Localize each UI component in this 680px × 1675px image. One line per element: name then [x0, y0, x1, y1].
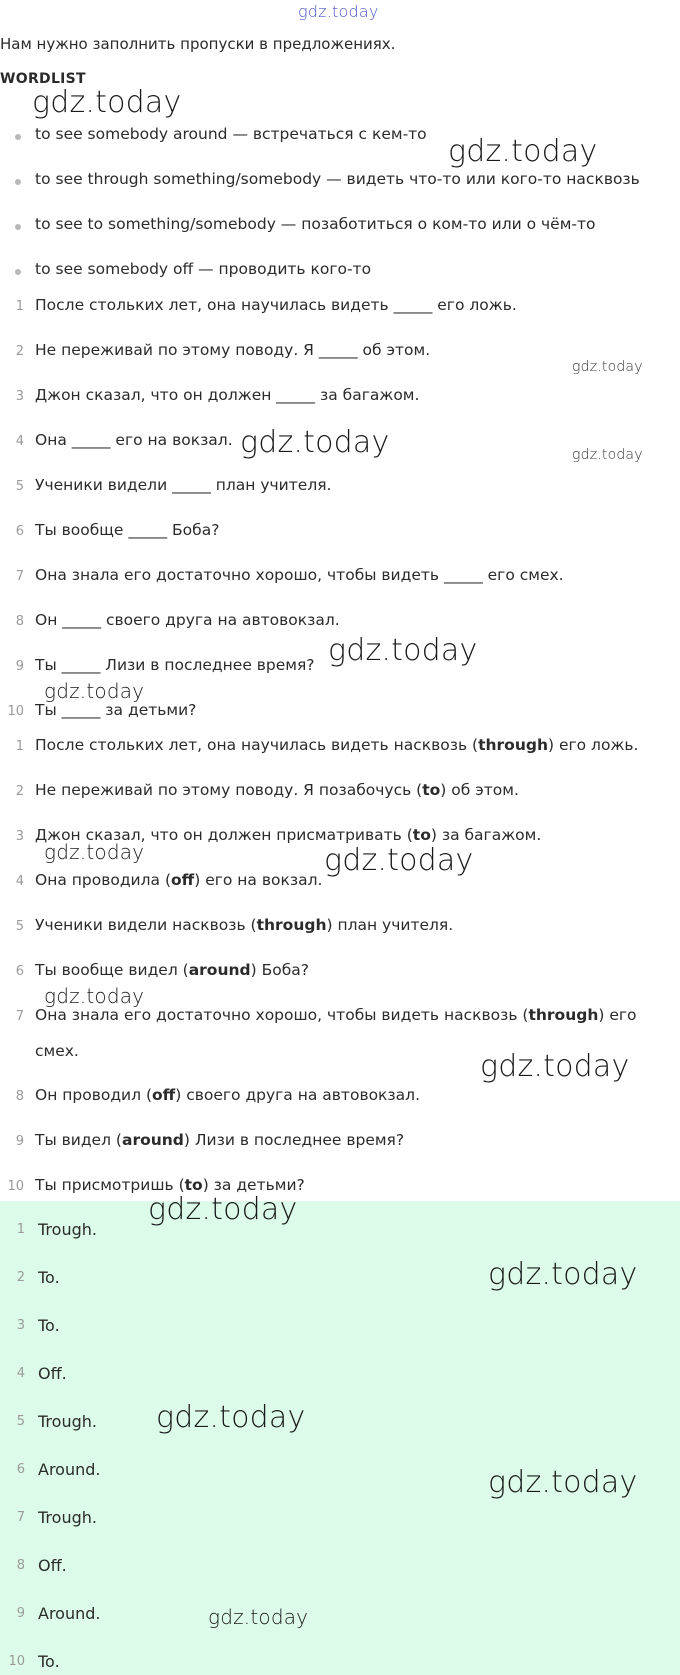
item-number: 1 [15, 299, 24, 314]
item-number: 9 [15, 1134, 24, 1149]
item-number: 10 [7, 704, 24, 719]
watermark: gdz.today [44, 840, 145, 864]
answer-text: Off. [38, 1556, 67, 1575]
answer-text: Trough. [38, 1412, 97, 1431]
answer-text: Trough. [38, 1508, 97, 1527]
filled-text: Ученики видели насквозь (through) план учителя. [35, 916, 454, 934]
answer-text: To. [38, 1268, 60, 1287]
watermark: gdz.today [572, 447, 643, 463]
watermark: gdz.today [448, 134, 598, 169]
wordlist-heading: WORDLIST [0, 71, 86, 87]
wordlist-item-text: to see somebody off — проводить кого-то [35, 260, 372, 278]
watermark: gdz.today [572, 359, 643, 375]
answer-text: Trough. [38, 1220, 97, 1239]
exercise-text: Ученики видели _____ план учителя. [35, 476, 332, 494]
answer-word: to [422, 781, 441, 799]
exercise-text: Ты _____ Лизи в последнее время? [35, 656, 315, 674]
item-number: 2 [15, 784, 24, 799]
item-number: 8 [16, 1558, 25, 1573]
filled-text: После стольких лет, она научилась видеть насквозь (through) его ложь. [35, 736, 639, 754]
answer-word: to [184, 1176, 203, 1194]
intro-text: Нам нужно заполнить пропуски в предложениях. [0, 35, 396, 53]
watermark: gdz.today [148, 1192, 298, 1227]
wordlist-item-text: to see somebody around — встречаться с кем-то [35, 125, 427, 143]
exercise-text: Он _____ своего друга на автовокзал. [35, 611, 340, 629]
watermark: gdz.today [44, 984, 145, 1008]
item-number: 6 [15, 964, 24, 979]
item-number: 4 [15, 434, 24, 449]
answer-text: Off. [38, 1364, 67, 1383]
watermark: gdz.today [208, 1605, 309, 1629]
wordlist-item-text: to see through something/somebody — видеть что-то или кого-то насквозь [35, 170, 640, 188]
watermark: gdz.today [488, 1257, 638, 1292]
filled-text: Он проводил (off) своего друга на автовокзал. [35, 1086, 420, 1104]
filled-text: Не переживай по этому поводу. Я позабочусь (to) об этом. [35, 781, 519, 799]
item-number: 9 [15, 659, 24, 674]
item-number: 7 [15, 1009, 24, 1024]
item-number: 9 [16, 1606, 25, 1621]
watermark: gdz.today [480, 1049, 630, 1084]
bullet-icon [15, 134, 21, 140]
filled-text: Она проводила (off) его на вокзал. [35, 871, 323, 889]
answer-word: around [188, 961, 251, 979]
item-number: 2 [16, 1270, 25, 1285]
item-number: 8 [15, 614, 24, 629]
wordlist-item-text: to see to something/somebody — позаботиться о ком-то или о чём-то [35, 215, 596, 233]
item-number: 2 [15, 344, 24, 359]
watermark: gdz.today [324, 843, 474, 878]
item-number: 1 [15, 739, 24, 754]
bullet-icon [15, 269, 21, 275]
exercise-text: Не переживай по этому поводу. Я _____ об этом. [35, 341, 431, 359]
filled-text: Джон сказал, что он должен присматривать (to) за багажом. [35, 826, 542, 844]
exercise-text: Ты вообще _____ Боба? [35, 521, 220, 539]
watermark-top: gdz.today [298, 2, 379, 21]
answer-word: through [528, 1006, 599, 1024]
watermark: gdz.today [488, 1465, 638, 1500]
item-number: 3 [16, 1318, 25, 1333]
item-number: 4 [15, 874, 24, 889]
watermark: gdz.today [240, 425, 390, 460]
item-number: 7 [16, 1510, 25, 1525]
filled-text: Ты присмотришь (to) за детьми? [35, 1176, 305, 1194]
exercise-text: После стольких лет, она научилась видеть _____ его ложь. [35, 296, 517, 314]
bullet-icon [15, 224, 21, 230]
exercise-text: Ты _____ за детьми? [35, 701, 197, 719]
answer-text: To. [38, 1316, 60, 1335]
answer-text: To. [38, 1652, 60, 1671]
watermark: gdz.today [328, 633, 478, 668]
item-number: 5 [15, 479, 24, 494]
filled-text: Ты видел (around) Лизи в последнее время? [35, 1131, 405, 1149]
item-number: 1 [16, 1222, 25, 1237]
item-number: 4 [16, 1366, 25, 1381]
item-number: 5 [15, 919, 24, 934]
exercise-text: Она _____ его на вокзал. [35, 431, 233, 449]
answer-word: through [256, 916, 327, 934]
item-number: 7 [15, 569, 24, 584]
exercise-text: Джон сказал, что он должен _____ за багажом. [35, 386, 420, 404]
answer-word: through [478, 736, 548, 754]
filled-text: Она знала его достаточно хорошо, чтобы видеть насквозь (through) его смех. [35, 1006, 637, 1060]
answer-word: to [412, 826, 431, 844]
item-number: 10 [8, 1654, 25, 1669]
item-number: 8 [15, 1089, 24, 1104]
watermark: gdz.today [44, 679, 145, 703]
answer-word: off [171, 871, 195, 889]
exercise-text: Она знала его достаточно хорошо, чтобы видеть _____ его смех. [35, 566, 564, 584]
answer-text: Around. [38, 1460, 101, 1479]
watermark: gdz.today [156, 1400, 306, 1435]
item-number: 3 [15, 829, 24, 844]
item-number: 10 [7, 1179, 24, 1194]
answer-word: off [152, 1086, 176, 1104]
filled-text: Ты вообще видел (around) Боба? [35, 961, 309, 979]
watermark: gdz.today [32, 85, 182, 120]
item-number: 6 [15, 524, 24, 539]
answer-text: Around. [38, 1604, 101, 1623]
item-number: 5 [16, 1414, 25, 1429]
item-number: 3 [15, 389, 24, 404]
answer-word: around [121, 1131, 184, 1149]
bullet-icon [15, 179, 21, 185]
item-number: 6 [16, 1462, 25, 1477]
